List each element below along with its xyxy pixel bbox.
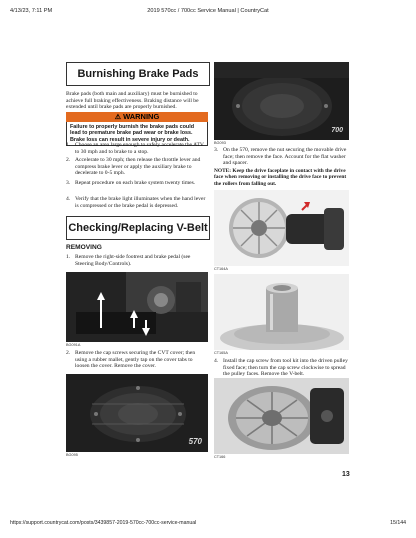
vbelt-step-2 — [66, 350, 208, 370]
photo-cvt-cover — [66, 374, 208, 452]
vbelt-section-title: Checking/Replacing V-Belt — [66, 216, 210, 240]
photo-cap-screw — [214, 274, 349, 350]
step-text: Remove the right-side footrest and brake pedal (see Steering Body/Controls). — [75, 254, 191, 267]
warning-triangle-icon: ⚠ — [114, 114, 121, 121]
photo-driven-pulley-image — [214, 378, 349, 454]
removing-subhead: REMOVING — [66, 244, 102, 251]
step-number: 2. — [66, 157, 71, 163]
note-faceplate: NOTE: Keep the drive faceplate in contact with the drive face when removing or installing the drive face to prevent the rollers from falling out. — [214, 168, 347, 187]
step-number: 3. — [214, 147, 219, 153]
print-datetime: 4/13/23, 7:11 PM — [10, 8, 53, 14]
print-page-counter: 15/144 — [390, 520, 406, 526]
burnish-step-3 — [66, 180, 208, 187]
photo-footrest-image — [66, 272, 208, 342]
warning-text: Failure to properly burnish the brake pads could lead to premature brake pad wear or brake loss. Brake loss can result in severe injury or death. — [66, 122, 208, 146]
photo-mid1-caption: CT164A — [214, 267, 228, 271]
warning-header — [66, 112, 208, 122]
print-tab-title: 2019 570cc / 700cc Service Manual | CountryCat — [147, 8, 269, 14]
photo-drive-face — [214, 190, 349, 266]
vbelt-step-4 — [214, 358, 349, 378]
step-text: Remove the cap screws securing the CVT cover; then using a rubber mallet, gently tap on the cover tabs to loosen the cover. Remove the cover. — [75, 350, 196, 369]
step-text: Repeat procedure on each brake system twenty times. — [75, 180, 196, 186]
photo-bottom-caption: CT166 — [214, 455, 226, 459]
photo-top-badge: 700 — [331, 127, 343, 134]
vbelt-step-3 — [214, 147, 349, 167]
photo-footrest — [66, 272, 208, 342]
burnish-step-2 — [66, 157, 208, 177]
step-number: 3. — [66, 180, 71, 186]
photo-cap-screw-image — [214, 274, 349, 350]
photo2-badge: 570 — [188, 437, 202, 446]
vbelt-step-1 — [66, 254, 208, 267]
step-text: Choose an area large enough to safely accelerate the ATV to 30 mph and to brake to a stop. — [75, 142, 204, 155]
photo-700-cvt-image — [214, 62, 349, 140]
step-number: 4. — [214, 358, 219, 364]
warning-label: WARNING — [123, 112, 160, 121]
photo1-caption: BG091A — [66, 343, 81, 347]
step-text: On the 570, remove the nut securing the movable drive face; then remove the face. Account for the flat washer and spacer. — [223, 147, 347, 166]
burnishing-section-title: Burnishing Brake Pads — [66, 62, 210, 86]
step-number: 1. — [66, 254, 71, 260]
photo-drive-face-image — [214, 190, 349, 266]
photo-cvt-cover-image — [66, 374, 208, 452]
photo-mid2-caption: CT165A — [214, 351, 228, 355]
step-number: 4. — [66, 196, 71, 202]
photo2-caption: BG095 — [66, 453, 78, 457]
burnish-step-1 — [66, 142, 208, 155]
print-url: https://support.countrycat.com/posts/3439857-2019-570cc-700cc-service-manual — [10, 520, 197, 526]
burnishing-intro: Brake pads (both main and auxiliary) must be burnished to achieve full braking effectiveness. Braking distance will be extended until brake pads are properly burnished. — [66, 91, 199, 111]
step-text: Verify that the brake light illuminates when the hand lever is compressed or the brake pedal is depressed. — [75, 196, 206, 209]
page-number: 13 — [342, 471, 350, 478]
step-text: Install the cap screw from tool kit into the driven pulley fixed face; then turn the cap screw clockwise to spread the pulley faces. Remove the V-belt. — [223, 358, 348, 377]
step-text: Accelerate to 30 mph; then release the throttle lever and compress brake lever or apply the auxiliary brake to decelerate to 0-5 mph. — [75, 157, 201, 176]
step-number: 2. — [66, 350, 71, 356]
photo-driven-pulley — [214, 378, 349, 454]
step-number: 1. — [66, 142, 71, 148]
photo-top-caption: BG093 — [214, 141, 226, 145]
photo-700-cvt — [214, 62, 349, 140]
burnish-step-4 — [66, 196, 208, 209]
